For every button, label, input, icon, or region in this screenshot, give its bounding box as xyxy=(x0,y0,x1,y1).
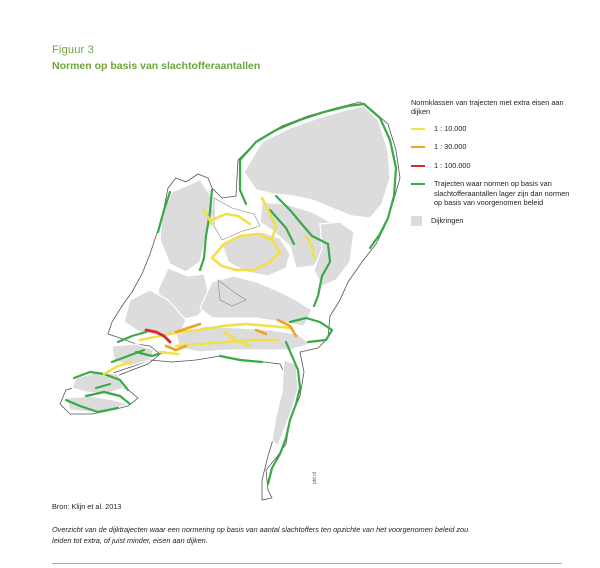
legend-label-10000: 1 : 10.000 xyxy=(434,123,467,133)
bottom-rule xyxy=(52,563,562,564)
legend-heading: Normklassen van trajecten met extra eisen aan dijken xyxy=(411,98,564,117)
green-line-swatch xyxy=(411,183,425,185)
map-credit: pbl.nl xyxy=(312,472,318,484)
legend-item-30000 xyxy=(411,142,571,151)
legend-item-dijkringen xyxy=(411,216,571,226)
dijkringen-swatch xyxy=(411,216,422,226)
figure-title: Normen op basis van slachtofferaantallen xyxy=(52,60,261,72)
figure-label: Figuur 3 xyxy=(52,44,94,56)
orange-line-swatch xyxy=(411,146,425,148)
legend-label-30000: 1 : 30.000 xyxy=(434,142,467,152)
legend-item-lower xyxy=(411,179,571,207)
legend-label-lower: Trajecten waar normen op basis van slachtofferaantallen lager zijn dan normen op basis van voorgenomen beleid xyxy=(434,179,570,208)
legend-item-100000 xyxy=(411,161,571,170)
source-note: Bron: Klijn et al. 2013 xyxy=(52,502,122,511)
red-line-swatch xyxy=(411,165,425,167)
legend-item-10000 xyxy=(411,124,571,133)
legend xyxy=(411,98,571,235)
figure-caption: Overzicht van de dijktrajecten waar een normering op basis van aantal slachtoffers ten opzichte van het voorgenomen beleid zou leiden tot extra, of juist minder, eisen aan dijken. xyxy=(52,525,469,545)
legend-label-dijkringen: Dijkringen xyxy=(431,215,464,225)
legend-label-100000: 1 : 100.000 xyxy=(434,160,471,170)
yellow-line-swatch xyxy=(411,128,425,130)
